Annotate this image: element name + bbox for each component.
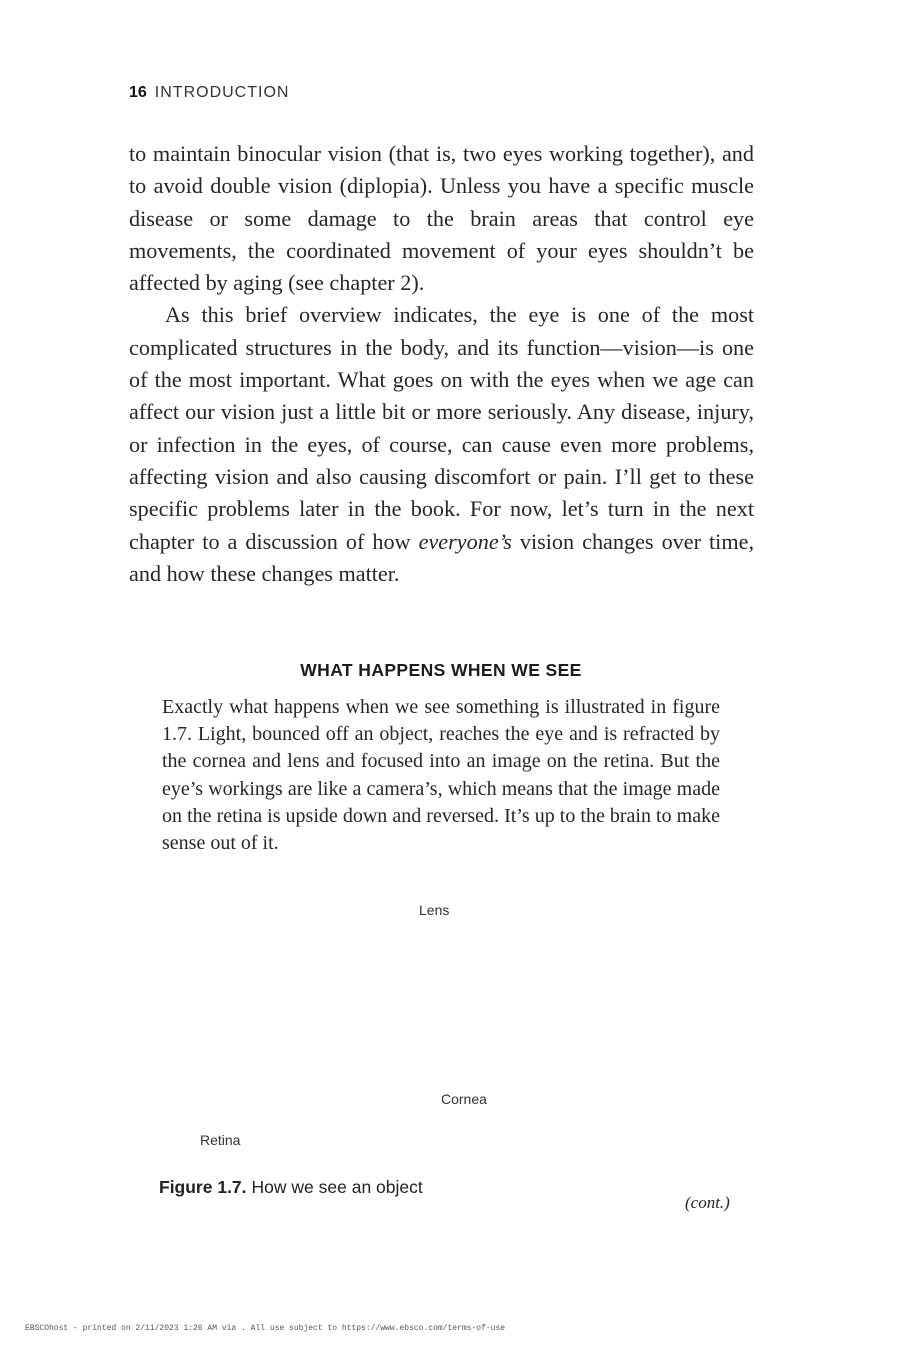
page-number: 16 — [129, 84, 147, 101]
paragraph-2 — [129, 299, 754, 590]
paragraph-2-emphasis: everyone’s — [418, 528, 512, 554]
figure-number: Figure 1.7. — [159, 1177, 247, 1197]
sidebar-text: Exactly what happens when we see something is illustrated in figure 1.7. Light, bounced off an object, reaches the eye and is refracted by the cornea and lens and focused into an image on the retina. But the eye’s workings are like a camera’s, which means that the image made on the retina is upside down and reversed. It’s up to the brain to make sense out of it. — [162, 696, 720, 855]
continued-marker: (cont.) — [685, 1193, 730, 1212]
section-title: INTRODUCTION — [154, 84, 290, 101]
paragraph-2-text-a: As this brief overview indicates, the eye is one of the most complicated structures in the body, and its function—vision—is one of the most important. What goes on with the eyes when we age can affect our vision just a little bit or more seriously. Any disease, injury, or infection in the eyes, of course, can cause even more problems, affecting vision and also causing discomfort or pain. I’ll get to these specific problems later in the book. For now, let’s turn in the next chapter to a discussion of how — [129, 302, 754, 554]
retina-label: Retina — [200, 1132, 241, 1148]
cornea-label: Cornea — [441, 1091, 487, 1107]
paragraph-2-text-b: vision changes over time, and how these changes matter. — [129, 528, 754, 586]
body-text — [129, 138, 754, 590]
figure-caption-text: How we see an object — [251, 1177, 423, 1197]
footer-notice: EBSCOhost - printed on 2/11/2023 1:26 AM via . All use subject to https://www.ebsco.com/terms-of-use — [25, 1324, 506, 1333]
paragraph-1: to maintain binocular vision (that is, two eyes working together), and to avoid double vision (diplopia). Unless you have a specific muscle disease or some damage to the brain areas that control eye movements, the coordinated movement of your eyes shouldn’t be affected by aging (see chapter 2). — [129, 141, 754, 296]
lens-label: Lens — [419, 902, 450, 918]
running-head — [129, 84, 289, 102]
sidebar-title: WHAT HAPPENS WHEN WE SEE — [300, 660, 582, 680]
figure-caption — [159, 1177, 423, 1198]
